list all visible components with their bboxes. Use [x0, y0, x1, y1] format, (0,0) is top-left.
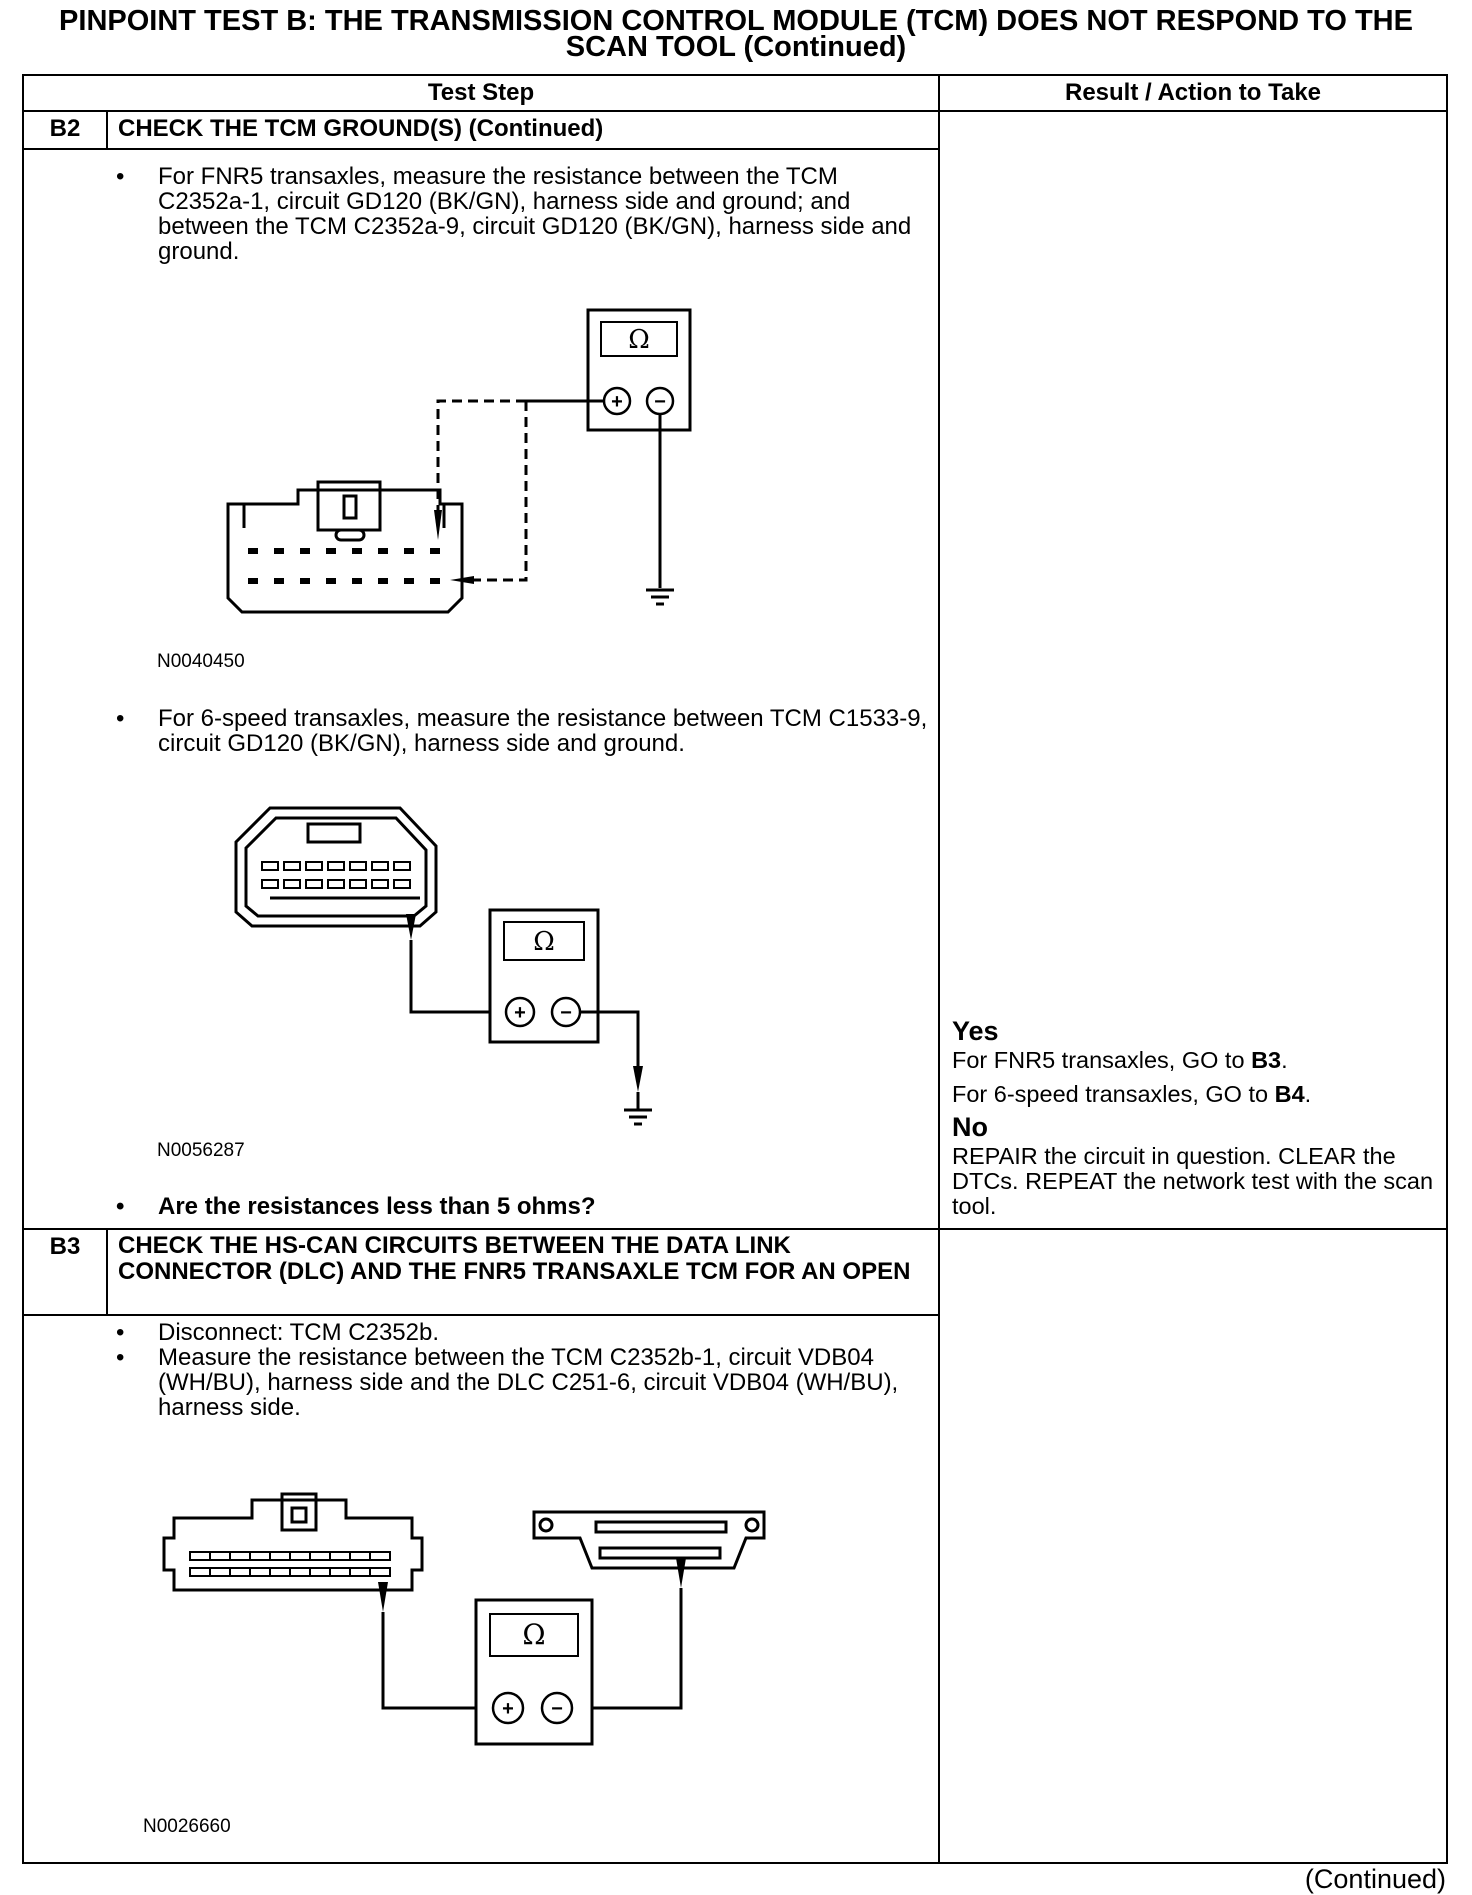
result-no-label: No — [952, 1112, 988, 1142]
column-header-test-step: Test Step — [427, 79, 535, 106]
ohm-symbol-b3: Ω — [522, 1618, 546, 1651]
step-title-b3: CHECK THE HS-CAN CIRCUITS BETWEEN THE DATA LINK CONNECTOR (DLC) AND THE FNR5 TRANSAXLE TCM FOR AN OPEN — [118, 1232, 911, 1285]
bullet: • — [116, 705, 125, 732]
b3-instruction-disconnect-text: Disconnect: TCM C2352b. — [158, 1319, 440, 1346]
lead-to-tcm — [383, 1612, 490, 1708]
bullet: • — [116, 163, 125, 190]
goto-step-b4[interactable]: B4 — [1274, 1081, 1305, 1107]
figure-label-n0040450: N0040450 — [157, 651, 245, 672]
result-yes-6speed-text: For 6-speed transaxles, GO to — [952, 1081, 1275, 1107]
connector-c2352b-pins — [190, 1552, 390, 1576]
b3-instruction-measure-text: Measure the resistance between the TCM C2352b-1, circuit VDB04 (WH/BU), harness side and the DLC C251-6, circuit VDB04 (WH/BU), harness side. — [158, 1344, 899, 1421]
bullet: • — [116, 1319, 125, 1346]
figure-label-n0056287: N0056287 — [157, 1140, 245, 1161]
plus-sign-6speed: + — [514, 1002, 526, 1024]
result-yes-label: Yes — [952, 1016, 999, 1046]
step-title-b2: CHECK THE TCM GROUND(S) (Continued) — [118, 115, 604, 142]
minus-sign-b3: − — [551, 1698, 563, 1720]
continued-note: (Continued) — [1304, 1864, 1446, 1894]
b2-instruction-6speed-text: For 6-speed transaxles, measure the resistance between TCM C1533-9, circuit GD120 (BK/GN), harness side and ground. — [158, 705, 928, 757]
dlc-c251 — [534, 1512, 764, 1568]
result-yes-fnr5-text: For FNR5 transaxles, GO to — [952, 1047, 1252, 1073]
probe-tip-c2352b-1 — [378, 1582, 388, 1612]
bullet: • — [116, 1344, 125, 1371]
ohm-symbol-6speed: Ω — [533, 927, 555, 957]
step-id-b2: B2 — [49, 115, 81, 142]
plus-sign-b3: + — [502, 1698, 514, 1720]
probe-tip-dlc-6 — [676, 1558, 686, 1588]
plus-sign: + — [611, 391, 623, 413]
step-id-b3: B3 — [49, 1233, 81, 1260]
column-header-result: Result / Action to Take — [1064, 79, 1322, 106]
ohm-symbol: Ω — [628, 325, 650, 355]
title-line-2: SCAN TOOL (Continued) — [565, 31, 907, 63]
b2-instruction-fnr5-text: For FNR5 transaxles, measure the resistance between the TCM C2352a-1, circuit GD120 (BK/GN), harness side and ground; and between the TCM C2352a-9, circuit GD120 (BK/GN), harness side and ground. — [158, 163, 912, 265]
result-no-text: REPAIR the circuit in question. CLEAR the DTCs. REPEAT the network test with the scan tool. — [952, 1143, 1434, 1219]
title-line-1: PINPOINT TEST B: THE TRANSMISSION CONTROL MODULE (TCM) DOES NOT RESPOND TO THE — [59, 5, 1413, 37]
period: . — [1281, 1047, 1288, 1073]
figure-label-n0026660: N0026660 — [143, 1816, 231, 1837]
period: . — [1304, 1081, 1312, 1107]
goto-step-b3[interactable]: B3 — [1251, 1047, 1282, 1073]
minus-sign: − — [654, 391, 666, 413]
b2-question-text: Are the resistances less than 5 ohms? — [158, 1193, 596, 1220]
bullet: • — [116, 1193, 125, 1220]
minus-sign-6speed: − — [560, 1002, 572, 1024]
